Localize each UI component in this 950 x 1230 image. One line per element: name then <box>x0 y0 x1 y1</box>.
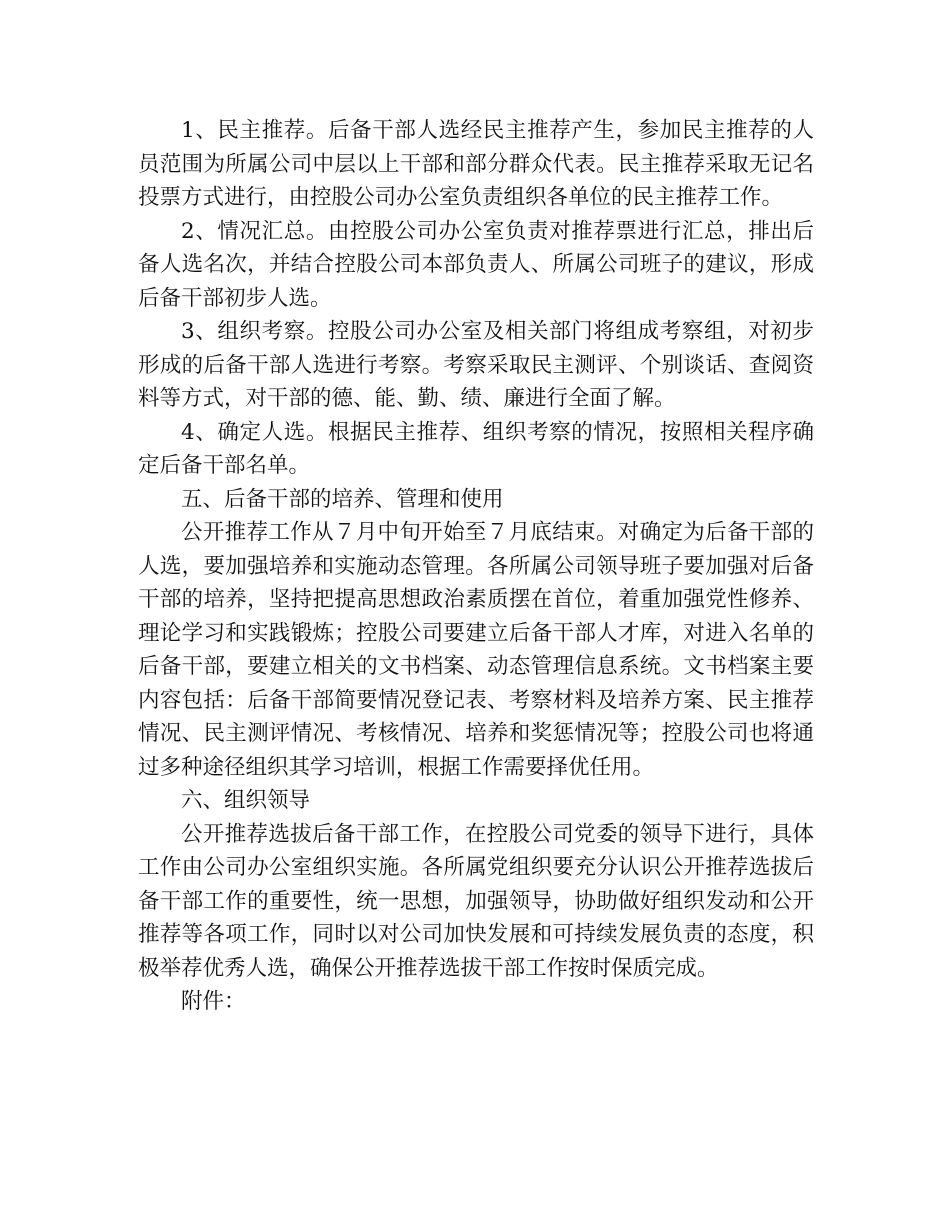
paragraph-democratic-recommendation: 1、民主推荐。后备干部人选经民主推荐产生，参加民主推荐的人员范围为所属公司中层以上干部和部分群众代表。民主推荐采取无记名投票方式进行，由控股公司办公室负责组织各单位的民主推荐工作。 <box>138 118 814 210</box>
document-body <box>138 114 814 1019</box>
attachment-label: 附件： <box>181 989 246 1014</box>
paragraph-training-management: 公开推荐工作从７月中旬开始至７月底结束。对确定为后备干部的人选，要加强培养和实施动态管理。各所属公司领导班子要加强对后备干部的培养，坚持把提高思想政治素质摆在首位，着重加强党性修养、理论学习和实践锻炼；控股公司要建立后备干部人才库，对进入名单的后备干部，要建立相关的文书档案、动态管理信息系统。文书档案主要内容包括：后备干部简要情况登记表、考察材料及培养方案、民主推荐情况、民主测评情况、考核情况、培养和奖惩情况等；控股公司也将通过多种途径组织其学习培训，根据工作需要择优任用。 <box>138 520 814 780</box>
paragraph-confirm-candidates: 4、确定人选。根据民主推荐、组织考察的情况，按照相关程序确定后备干部名单。 <box>138 419 814 478</box>
section-heading-training-management: 五、后备干部的培养、管理和使用 <box>181 486 504 512</box>
paragraph-summary: 2、情况汇总。由控股公司办公室负责对推荐票进行汇总，排出后备人选名次，并结合控股公司本部负责人、所属公司班子的建议，形成后备干部初步人选。 <box>138 218 814 311</box>
paragraph-leadership: 公开推荐选拔后备干部工作，在控股公司党委的领导下进行，具体工作由公司办公室组织实施。各所属党组织要充分认识公开推荐选拔后备干部工作的重要性，统一思想，加强领导，协助做好组织发动和公开推荐等各项工作，同时以对公司加快发展和可持续发展负责的态度，积极举荐优秀人选，确保公开推荐选拔干部工作按时保质完成。 <box>138 821 814 981</box>
paragraph-organization-inspection: 3、组织考察。控股公司办公室及相关部门将组成考察组，对初步形成的后备干部人选进行考察。考察采取民主测评、个别谈话、查阅资料等方式，对干部的德、能、勤、绩、廉进行全面了解。 <box>138 319 814 411</box>
section-heading-leadership: 六、组织领导 <box>181 788 311 813</box>
